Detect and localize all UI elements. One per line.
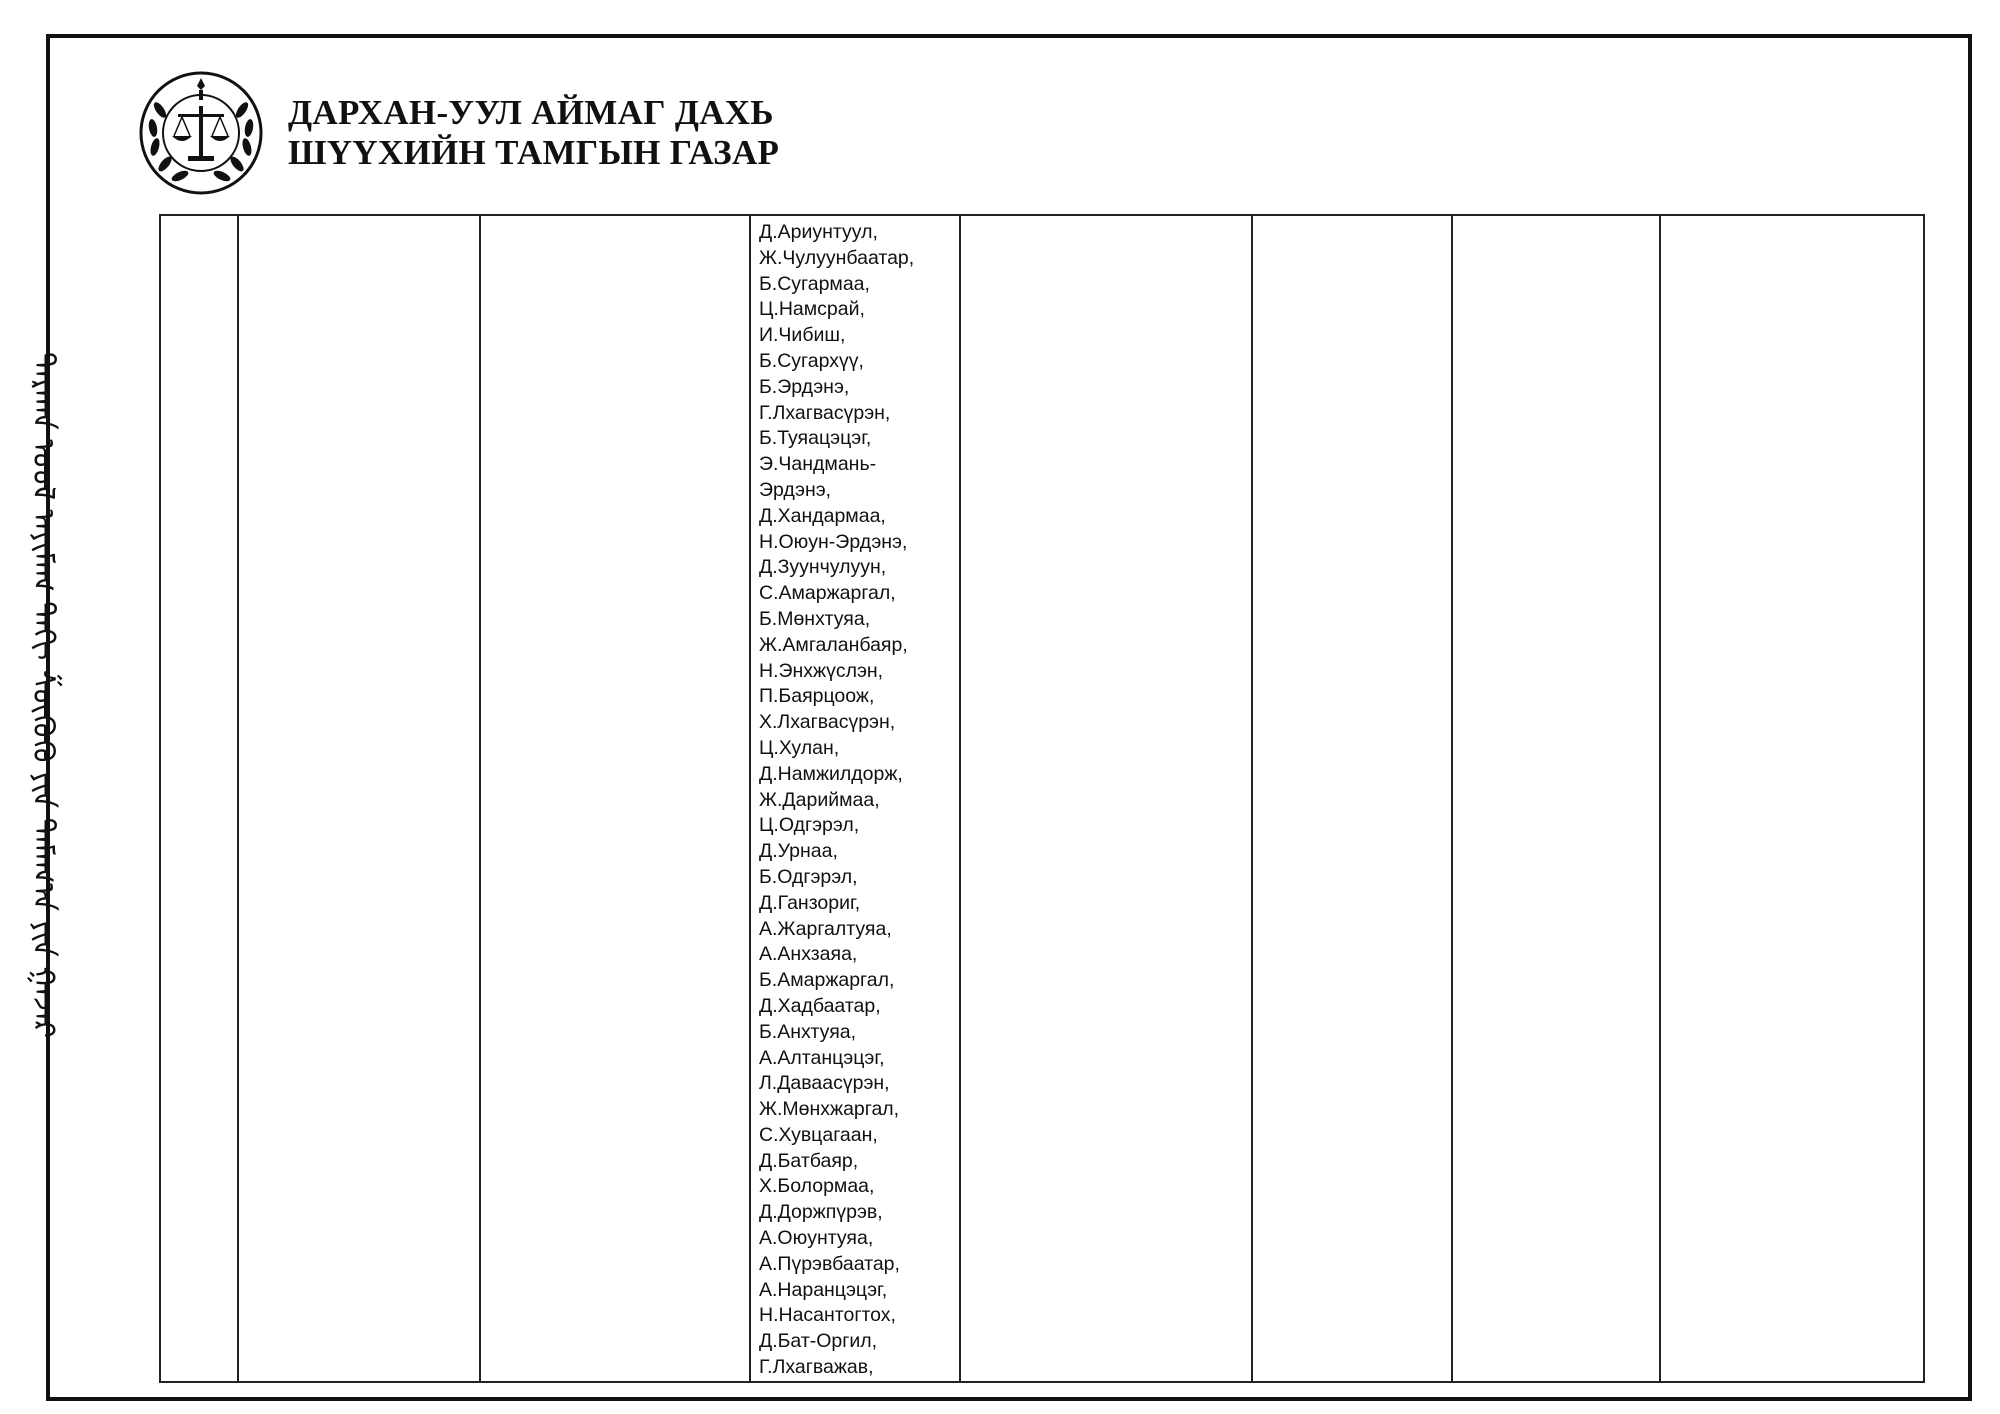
list-item: Б.Мөнхтуяа,: [759, 607, 871, 630]
list-item: Д.Зуунчулуун,: [759, 556, 887, 579]
list-item: Д.Хадбаатар,: [759, 994, 881, 1017]
list-item: Ц.Хулан,: [759, 736, 840, 759]
list-item: Л.Даваасүрэн,: [759, 1072, 890, 1095]
list-item: Х.Болормаа,: [759, 1175, 875, 1198]
list-item: Н.Насантогтох,: [759, 1304, 896, 1327]
table-column-5: [961, 216, 1253, 1381]
list-item: Б.Анхтуяа,: [759, 1020, 857, 1043]
list-item: Д.Ариунтуул,: [759, 221, 878, 243]
list-item: Д.Бат-Оргил,: [759, 1330, 878, 1353]
list-item: П.Баярцоож,: [759, 685, 875, 708]
list-item: Д.Намжилдорж,: [759, 762, 903, 785]
list-item: Г.Лхагвасүрэн,: [759, 401, 891, 424]
side-vertical-label: ᠳᠠᠷᠬᠠᠨ ᠤᠤᠯ ᠠᠶᠢᠮᠠᠭ ᠳᠠᠬᠢ ᠱᠦᠭᠦᠬᠦ ᠶᠢᠨ ᠲᠠᠮᠠᠭ᠎ᠠ ᠶᠢᠨ ᠭᠠᠵᠠᠷ: [25, 351, 61, 1039]
names-list: [759, 220, 959, 1381]
list-item: Н.Оюун-Эрдэнэ,: [759, 530, 908, 553]
table-column-6: [1253, 216, 1453, 1381]
list-item: Д.Урнаа,: [759, 840, 838, 863]
table-column-3: [481, 216, 751, 1381]
data-table: [159, 214, 1925, 1383]
table-column-2: [239, 216, 481, 1381]
list-item: Ц.Намсрай,: [759, 298, 865, 321]
list-item: Эрдэнэ,: [759, 478, 832, 501]
list-item: Ж.Чулуунбаатар,: [759, 246, 915, 269]
list-item: Б.Сугармаа,: [759, 272, 870, 295]
table-column-names: [751, 216, 961, 1381]
list-item: Б.Сугархүү,: [759, 349, 864, 372]
list-item: Д.Батбаяр,: [759, 1149, 859, 1172]
list-item: Б.Амаржаргал,: [759, 969, 895, 992]
list-item: Ж.Мөнхжаргал,: [759, 1098, 900, 1121]
list-item: Ц.Одгэрэл,: [759, 814, 860, 837]
list-item: Б.Туяацэцэг,: [759, 427, 872, 450]
list-item: Э.Чандмань-: [759, 453, 877, 476]
list-item: А.Пүрэвбаатар,: [759, 1252, 900, 1275]
list-item: А.Наранцэцэг,: [759, 1278, 888, 1301]
table-column-7: [1453, 216, 1661, 1381]
list-item: Ж.Дариймаа,: [759, 788, 880, 811]
list-item: А.Жаргалтуяа,: [759, 917, 892, 940]
organization-name-line2: ШҮҮХИЙН ТАМГЫН ГАЗАР: [288, 133, 780, 172]
list-item: С.Амаржаргал,: [759, 582, 896, 605]
letterhead: [138, 70, 779, 196]
organization-name-line1: ДАРХАН-УУЛ АЙМАГ ДАХЬ: [288, 93, 774, 132]
list-item: Х.Лхагвасүрэн,: [759, 711, 896, 734]
list-item: А.Алтанцэцэг,: [759, 1046, 885, 1069]
table-column-1: [161, 216, 239, 1381]
table-column-8: [1661, 216, 1923, 1381]
list-item: Д.Ганзориг,: [759, 891, 861, 914]
list-item: Б.Одгэрэл,: [759, 865, 858, 888]
list-item: Б.Эрдэнэ,: [759, 375, 850, 398]
list-item: Г.Лхагважав,: [759, 1356, 874, 1379]
list-item: А.Анхзаяа,: [759, 943, 858, 966]
list-item: И.Чибиш,: [759, 324, 846, 347]
list-item: Д.Доржпүрэв,: [759, 1201, 883, 1224]
list-item: Ж.Амгаланбаяр,: [759, 633, 908, 656]
list-item: Н.Энхжүслэн,: [759, 659, 884, 682]
list-item: А.Оюунтуяа,: [759, 1227, 874, 1250]
organization-name: [288, 93, 779, 173]
list-item: Д.Хандармаа,: [759, 504, 886, 527]
court-emblem-icon: [138, 70, 264, 196]
list-item: С.Хувцагаан,: [759, 1123, 878, 1146]
side-vertical-text: [8, 220, 78, 1170]
